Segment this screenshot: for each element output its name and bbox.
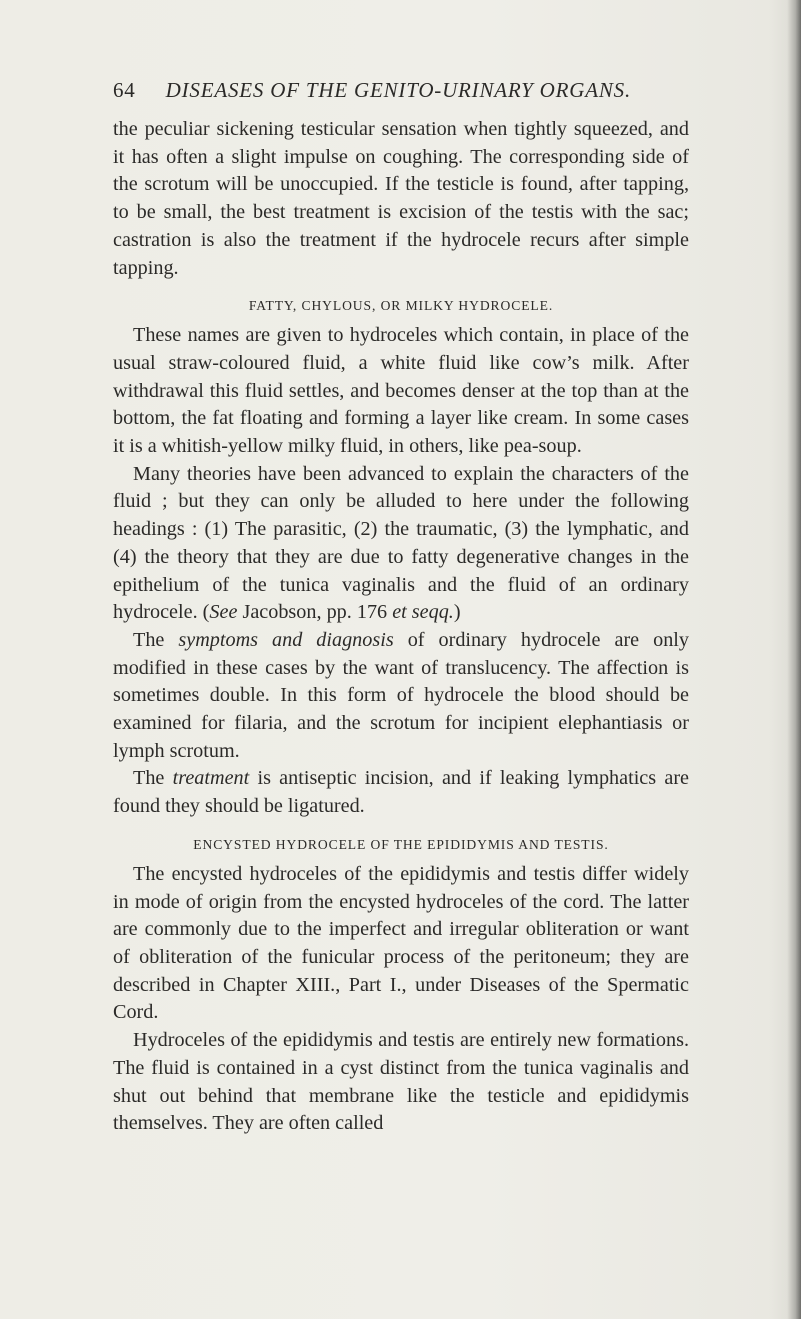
paragraph-continuation: the peculiar sickening testicular sensation when tightly squeezed, and it has often a slight impulse on coughing. The corresponding side of the scrotum will be unoccupied. If the testicle is found, after tapping, to be small, the best treatment is excision of the testis with the sac; castration is also the treatment if the hydrocele recurs after simple tapping.	[113, 118, 689, 279]
paragraph-encysted-origin: The encysted hydroceles of the epididymis and testis differ widely in mode of origin from the encysted hydroceles of the cord. The latter are commonly due to the imperfect and irregular obliteration or want of obliteration of the funicular process of the peritoneum; they are described in Chapter XIII., Part I., under Diseases of the Spermatic Cord.	[113, 862, 689, 1024]
paragraph-treatment-text: is antiseptic incision, and if leaking lymphatics are found they should be ligatured.	[113, 767, 689, 818]
et-seqq-emphasis: et seqq.	[392, 601, 454, 624]
treatment-emphasis: treatment	[172, 767, 250, 790]
see-emphasis: See	[209, 601, 238, 624]
paragraph-milky-fluid: These names are given to hydroceles which contain, in place of the usual straw-coloured fluid, a white fluid like cow’s milk. After withdrawal this fluid settles, and becomes denser at the top than at the bottom, the fat floating and forming a layer like cream. In some cases it is a whitish-yellow milky fluid, in others, like pea-soup.	[113, 324, 689, 458]
paragraph-new-formations: Hydroceles of the epididymis and testis are entirely new formations. The fluid is contained in a cyst distinct from the tunica vaginalis and shut out behind that membrane like the testicle and epididymis themselves. They are often called	[113, 1029, 689, 1135]
paragraph-treatment-lead: The	[133, 767, 165, 790]
section-heading-encysted-hydrocele: ENCYSTED HYDROCELE OF THE EPIDIDYMIS AND TESTIS.	[193, 836, 609, 852]
running-head	[113, 78, 713, 103]
running-title: DISEASES OF THE GENITO-URINARY ORGANS.	[165, 78, 632, 102]
symptoms-emphasis: symptoms and diagnosis	[178, 628, 394, 651]
page-number: 64	[113, 78, 136, 102]
page-body	[113, 116, 689, 1138]
paragraph-symptoms	[113, 627, 689, 766]
section-heading-fatty-hydrocele: FATTY, CHYLOUS, OR MILKY HYDROCELE.	[248, 298, 554, 314]
paragraph-treatment	[113, 765, 689, 820]
paragraph-theories: Many theories have been advanced to explain the characters of the fluid ; but they can only be alluded to here under the following headings : (1) The parasitic, (2) the traumatic, (3) the lymphatic, and (4) the theory that they are due to fatty degenerative changes in the epithelium of the tunica vaginalis and the fluid of an ordinary hydrocele. (See Jacobson, pp. 176 et seqq.)	[113, 462, 689, 624]
paragraph-symptoms-lead: The	[133, 628, 165, 651]
paragraph-symptoms-text: of ordinary hydrocele are only modified in these cases by the want of translucency. The affection is sometimes double. In this form of hydrocele the blood should be examined for filaria, and the scrotum for incipient elephantiasis or lymph scrotum.	[113, 628, 690, 762]
page-edge-shadow	[787, 0, 801, 1319]
